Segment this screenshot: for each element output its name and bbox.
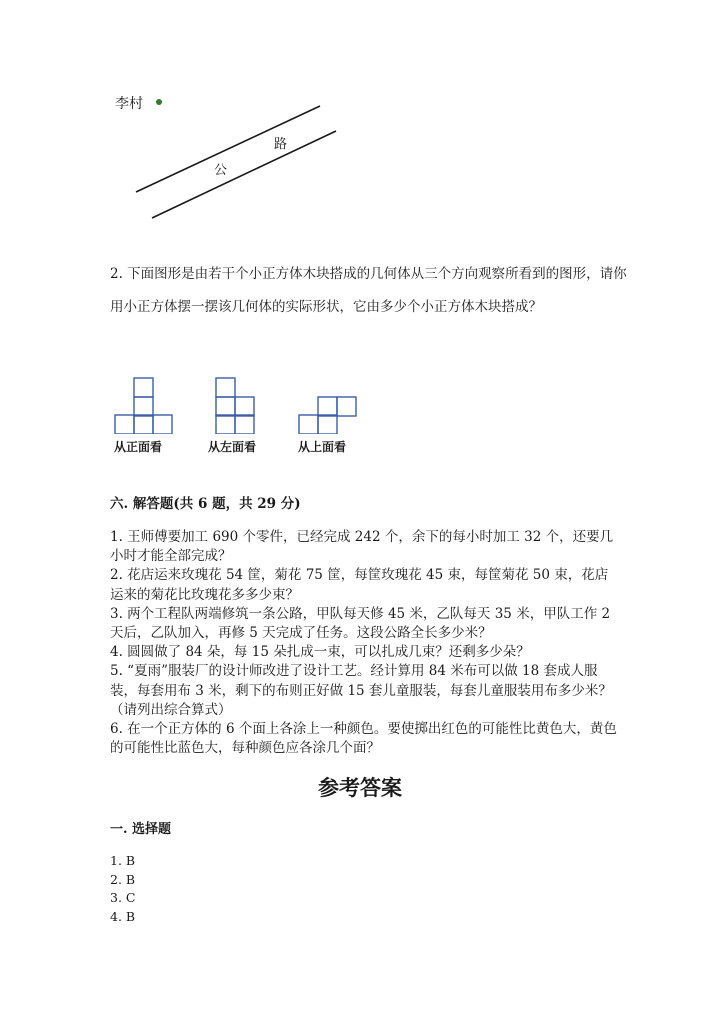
answer-key-title: 参考答案 [318,775,402,800]
left-view-grid [208,372,268,434]
answer-item: 4. B [110,908,136,924]
road-edge-upper [136,106,320,192]
problem-item: 5. “夏雨”服装厂的设计师改进了设计工艺。经计算用 84 米布可以做 18 套成人服装，每套用布 3 米，剩下的布则正好做 15 套儿童服装，每套儿童服装用布多少米？（请列出综合算式） [110,663,612,718]
problem-item: 2. 花店运来玫瑰花 54 筐，菊花 75 筐，每筐玫瑰花 45 束，每筐菊花 50 束，花店运来的菊花比玫瑰花多多少束？ [110,567,609,603]
village-road-figure [100,80,360,230]
problem-item: 1. 王师傅要加工 690 个零件，已经完成 242 个，余下的每小时加工 32 个，还要几小时才能全部完成？ [110,529,614,565]
road-char-gong: 公 [214,163,228,178]
question-2-text: 2. 下面图形是由若干个小正方体木块搭成的几何体从三个方向观察所看到的图形，请你用小正方体摆一摆该几何体的实际形状，它由多少个小正方体木块搭成？ [110,266,627,315]
problem-item: 4. 圆圆做了 84 朵，每 15 朵扎成一束，可以扎成几束？还剩多少朵？ [110,644,530,661]
top-view [296,372,366,454]
answer-item: 1. B [110,853,136,868]
left-view-label: 从左面看 [208,440,257,454]
road-char-lu: 路 [274,137,288,152]
village-label: 李村 [115,96,143,112]
top-view-grid [296,372,366,434]
problem-item: 6. 在一个正方体的 6 个面上各涂上一种颜色。要使掷出红色的可能性比黄色大，黄色的可能性比蓝色大，每种颜色应各涂几个面？ [110,721,617,757]
section-6-title: 六. 解答题(共 6 题，共 29 分) [110,496,301,512]
left-view [208,372,268,454]
village-dot [156,99,162,105]
front-view-grid [108,372,178,434]
front-view-label: 从正面看 [114,440,163,454]
answer-item: 3. C [110,890,136,905]
problem-list [110,528,620,758]
top-view-label: 从上面看 [298,440,347,454]
answer-item: 2. B [110,871,136,887]
answer-section-title: 一. 选择题 [110,822,172,837]
front-view [108,372,178,454]
answer-list [110,852,135,926]
problem-item: 3. 两个工程队两端修筑一条公路，甲队每天修 45 米，乙队每天 35 米，甲队工作 2 天后，乙队加入，再修 5 天完成了任务。这段公路全长多少米？ [110,605,611,642]
road-edge-lower [152,131,336,218]
